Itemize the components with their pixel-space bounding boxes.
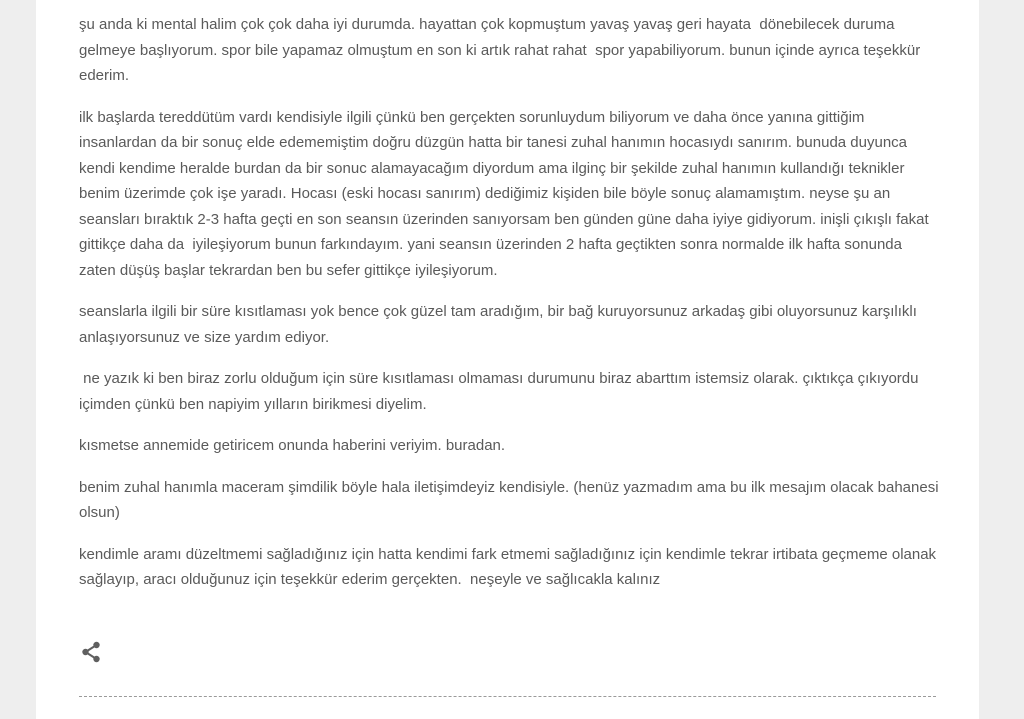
post-paragraph-2: ilk başlarda tereddütüm vardı kendisiyle ilgili çünkü ben gerçekten sorunluydum biliyorum ve daha önce yanına gittiğim insanlardan da bir sonuç elde edememiştim doğru düzgün hatta bir tanesi zuhal hanımın hocasıydı sanırım. bunuda duyunca kendi kendime heralde burdan da bir sonuc alamayacağım diyordum ama ilginç bir şekilde zuhal hanımın kullandığı teknikler benim üzerimde çok işe yaradı. Hocası (eski hocası sanırım) dediğimiz kişiden bile böyle sonuç alamamıştım. neyse şu an seansları bıraktık 2-3 hafta geçti en son seansın üzerinden sanıyorsam ben günden güne daha iyiye gidiyorum. inişli çıkışlı fakat gittikçe daha da iyileşiyorum bunun farkındayım. yani seansın üzerinden 2 hafta geçtikten sonra normalde ilk hafta sonunda zaten düşüş başlar tekrardan ben bu sefer gittikçe iyileşiyorum. (79, 108, 933, 279)
post-paragraph-1: şu anda ki mental halim çok çok daha iyi durumda. hayattan çok kopmuştum yavaş yavaş geri hayata dönebilecek duruma gelmeye başlıyorum. spor bile yapamaz olmuştum en son ki artık rahat rahat spor yapabiliyorum. bunun içinde ayrıca teşekkür ederim. (79, 16, 925, 84)
post-paragraph-6: benim zuhal hanımla maceram şimdilik böyle hala iletişimdeyiz kendisiyle. (henüz yazmadım ama bu ilk mesajım olacak bahanesi olsun) (79, 478, 943, 521)
post-paragraph-5: kısmetse annemide getiricem onunda haberini veriyim. buradan. (79, 437, 506, 454)
post-card (36, 0, 979, 719)
post-paragraph-3: seanslarla ilgili bir süre kısıtlaması yok bence çok güzel tam aradığım, bir bağ kuruyorsunuz arkadaş gibi oluyorsunuz karşılıklı anlaşıyorsunuz ve size yardım ediyor. (79, 303, 922, 346)
post-divider (79, 696, 936, 697)
post-paragraph-4: ne yazık ki ben biraz zorlu olduğum için süre kısıtlaması olmaması durumunu biraz abarttım istemsiz olarak. çıktıkça çıkıyordu içimden çünkü ben napiyim yılların birikmesi diyelim. (79, 370, 923, 413)
post-paragraph-7: kendimle aramı düzeltmemi sağladığınız için hatta kendimi fark etmemi sağladığınız için kendimle tekrar irtibata geçmeme olanak sağlayıp, aracı olduğunuz için teşekkür ederim gerçekten. neşeyle ve sağlıcakla kalınız (79, 545, 941, 588)
share-button[interactable] (79, 640, 103, 664)
post-body (79, 12, 941, 609)
share-icon (79, 640, 103, 664)
